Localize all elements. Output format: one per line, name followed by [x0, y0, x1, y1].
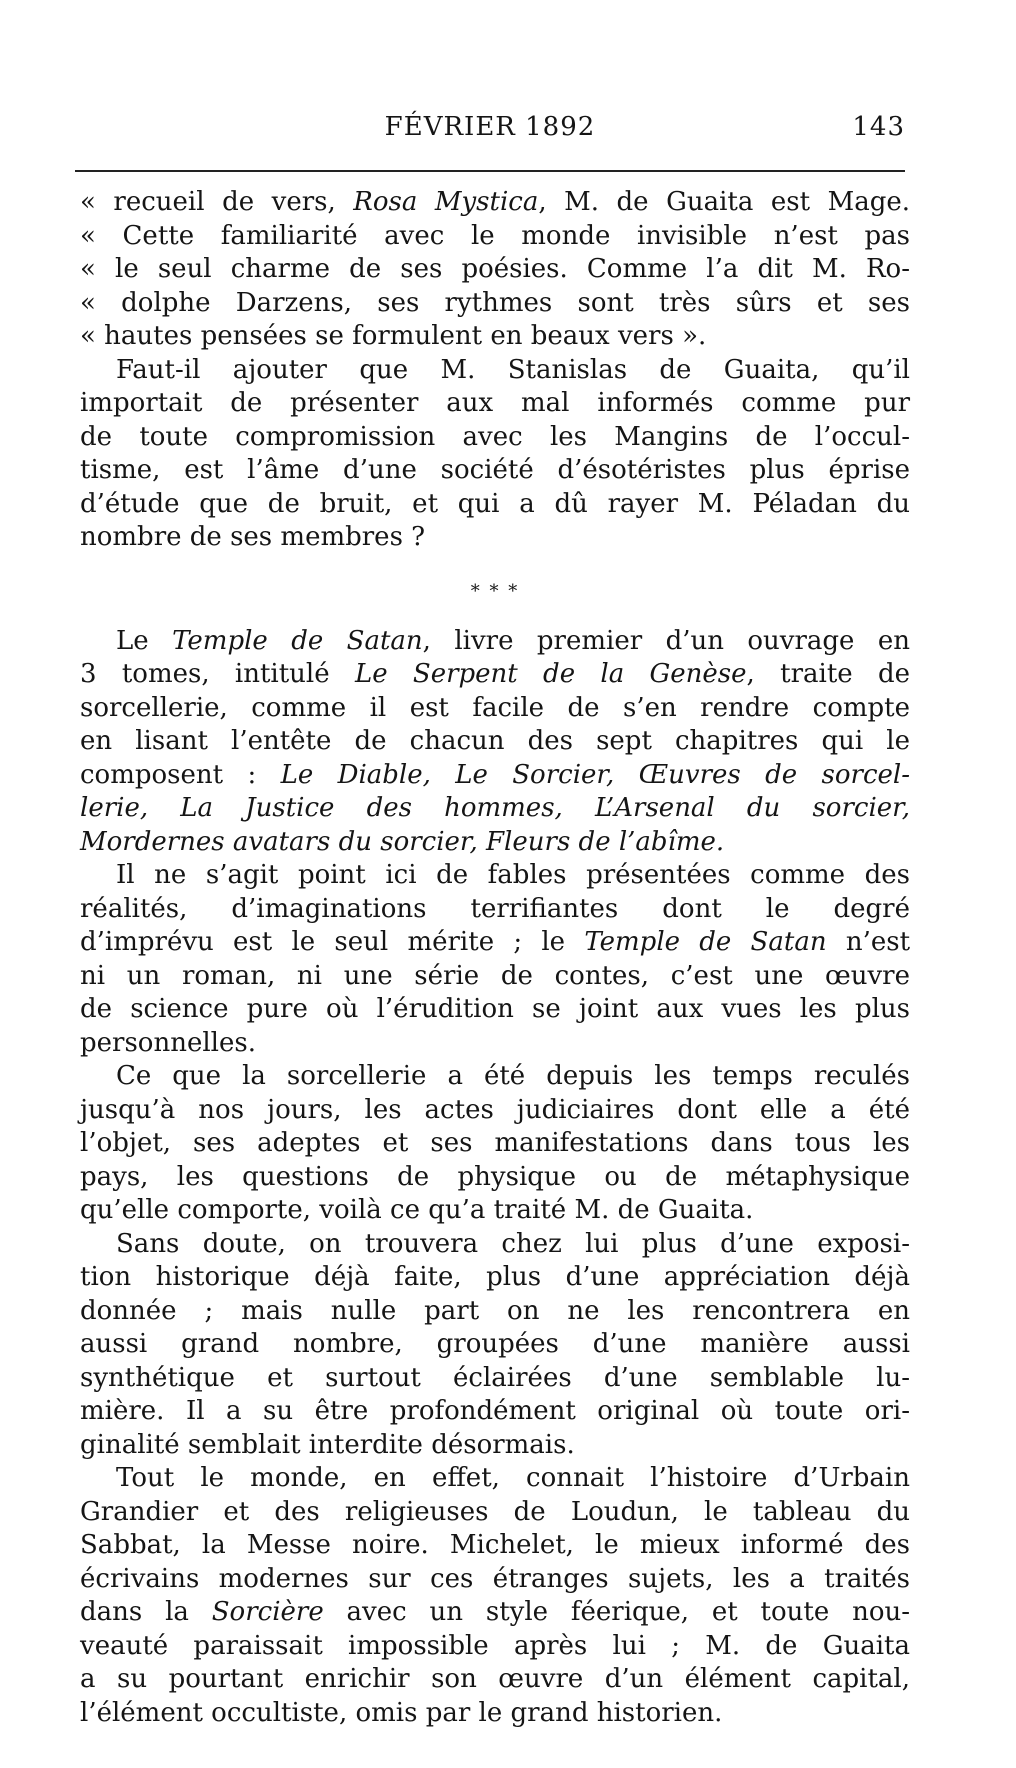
text-line	[80, 1328, 910, 1362]
text-line	[80, 960, 910, 994]
text-line	[80, 1663, 910, 1697]
text-line	[80, 1228, 910, 1262]
italic-title: Sorcière	[211, 1597, 324, 1627]
text-line	[80, 1429, 910, 1463]
review-section	[80, 625, 910, 1731]
text-line	[80, 826, 910, 860]
text-body	[80, 186, 910, 1730]
italic-title: Mordernes avatars du sorcier, Fleurs de l’abîme.	[80, 826, 725, 857]
italic-title: Rosa Mystica	[353, 187, 539, 217]
text-run: ginalité semblait interdite désormais.	[80, 1429, 575, 1460]
text-line	[80, 1496, 910, 1530]
text-line	[80, 1563, 910, 1597]
section-separator	[80, 555, 910, 625]
text-run: Tout le monde, en effet, connait l’histoire d’Urbain	[116, 1463, 910, 1493]
italic-title: Temple de Satan	[584, 927, 827, 957]
text-run: jusqu’à nos jours, les actes judiciaires dont elle a été	[80, 1094, 910, 1125]
text-line	[80, 1161, 910, 1195]
text-run: nombre de ses membres ?	[80, 522, 426, 552]
text-run: ni un roman, ni une série de contes, c’est une œuvre	[80, 960, 910, 991]
page-number: 143	[852, 112, 905, 142]
text-line	[80, 186, 910, 220]
text-run: a su pourtant enrichir son œuvre d’un élément capital,	[80, 1664, 910, 1694]
text-run: Grandier et des religieuses de Loudun, le tableau du	[80, 1496, 910, 1527]
quotation-section	[80, 186, 910, 555]
text-run: « le seul charme de ses poésies. Comme l’a dit M. Ro-	[80, 254, 910, 284]
text-run: tion historique déjà faite, plus d’une appréciation déjà	[80, 1262, 910, 1292]
paragraph	[80, 1462, 910, 1730]
text-run: n’est	[826, 927, 911, 957]
text-line	[80, 1395, 910, 1429]
text-line	[80, 1295, 910, 1329]
text-run: de toute compromission avec les Mangins de l’occul-	[80, 421, 910, 452]
text-run: « recueil de vers,	[80, 187, 354, 217]
text-run: avec un style féerique, et toute nou-	[323, 1597, 911, 1627]
text-run: veauté paraissait impossible après lui ; M. de Guaita	[80, 1630, 910, 1661]
text-line	[80, 725, 910, 759]
text-run: pays, les questions de physique ou de métaphysique	[80, 1161, 910, 1192]
text-line	[80, 1027, 910, 1061]
text-line	[80, 792, 910, 826]
text-run: « hautes pensées se formulent en beaux vers ».	[80, 321, 707, 351]
text-run: en lisant l’entête de chacun des sept chapitres qui le	[80, 726, 910, 756]
text-run: l’élément occultiste, omis par le grand historien.	[80, 1697, 723, 1728]
text-run: d’imprévu est le seul mérite ; le	[80, 927, 585, 957]
text-run: Faut-il ajouter que M. Stanislas de Guaita, qu’il	[116, 354, 910, 385]
text-line	[80, 692, 910, 726]
paragraph	[80, 1060, 910, 1228]
text-line	[80, 1462, 910, 1496]
text-line	[80, 1596, 910, 1630]
text-run: 3 tomes, intitulé	[80, 659, 355, 689]
header-rule	[75, 170, 905, 172]
text-line	[80, 387, 910, 421]
text-line	[80, 1127, 910, 1161]
running-title: FÉVRIER 1892	[384, 112, 596, 142]
text-run: importait de présenter aux mal informés comme pur	[80, 388, 910, 418]
text-line	[80, 1529, 910, 1563]
text-line	[80, 893, 910, 927]
text-run: Il ne s’agit point ici de fables présentées comme des	[116, 860, 910, 890]
text-line	[80, 521, 910, 555]
paragraph	[80, 859, 910, 1060]
text-run: « dolphe Darzens, ses rythmes sont très sûrs et ses	[80, 287, 910, 318]
text-run: , traite de	[746, 659, 910, 689]
text-line	[80, 253, 910, 287]
text-line	[80, 1261, 910, 1295]
paragraph	[80, 1228, 910, 1463]
asterism: * * *	[470, 580, 520, 602]
text-line	[80, 625, 910, 659]
paragraph	[80, 625, 910, 860]
text-run: Ce que la sorcellerie a été depuis les temps reculés	[116, 1061, 910, 1091]
text-line	[80, 320, 910, 354]
text-line	[80, 658, 910, 692]
italic-title: lerie, La Justice des hommes, L’Arsenal du sorcier,	[80, 793, 910, 823]
text-line	[80, 488, 910, 522]
text-run: composent :	[80, 759, 281, 790]
text-run: , livre premier d’un ouvrage en	[422, 625, 910, 656]
text-line	[80, 1060, 910, 1094]
text-run: réalités, d’imaginations terrifiantes dont le degré	[80, 893, 910, 924]
text-run: de science pure où l’érudition se joint aux vues les plus	[80, 994, 910, 1024]
text-run: Le	[116, 625, 173, 656]
text-run: aussi grand nombre, groupées d’une manière aussi	[80, 1329, 910, 1359]
italic-title: Le Serpent de la Genèse	[354, 659, 747, 689]
text-line	[80, 993, 910, 1027]
text-run: , M. de Guaita est Mage.	[538, 187, 910, 217]
text-run: personnelles.	[80, 1027, 256, 1058]
italic-title: Temple de Satan	[172, 625, 423, 656]
text-run: synthétique et surtout éclairées d’une semblable lu-	[80, 1362, 910, 1393]
text-line	[80, 1094, 910, 1128]
text-run: mière. Il a su être profondément original où toute ori-	[80, 1396, 910, 1426]
text-run: Sabbat, la Messe noire. Michelet, le mieux informé des	[80, 1530, 910, 1560]
running-head	[75, 112, 905, 152]
italic-title: Le Diable, Le Sorcier, Œuvres de sorcel-	[280, 759, 910, 790]
text-run: « Cette familiarité avec le monde invisible n’est pas	[80, 220, 910, 251]
text-run: d’étude que de bruit, et qui a dû rayer M. Péladan du	[80, 488, 910, 519]
text-line	[80, 1630, 910, 1664]
text-line	[80, 220, 910, 254]
text-run: tisme, est l’âme d’une société d’ésotéristes plus éprise	[80, 455, 910, 485]
text-run: donnée ; mais nulle part on ne les rencontrera en	[80, 1295, 910, 1326]
text-line	[80, 454, 910, 488]
text-run: l’objet, ses adeptes et ses manifestations dans tous les	[80, 1128, 910, 1158]
text-run: Sans doute, on trouvera chez lui plus d’une exposi-	[116, 1228, 910, 1259]
text-line	[80, 759, 910, 793]
text-line	[80, 859, 910, 893]
text-line	[80, 1362, 910, 1396]
text-line	[80, 421, 910, 455]
text-line	[80, 287, 910, 321]
text-line	[80, 926, 910, 960]
text-line	[80, 1194, 910, 1228]
text-run: qu’elle comporte, voilà ce qu’a traité M. de Guaita.	[80, 1195, 754, 1225]
text-run: écrivains modernes sur ces étranges sujets, les a traités	[80, 1563, 910, 1594]
text-line	[80, 1697, 910, 1731]
text-run: dans la	[80, 1597, 212, 1627]
text-run: sorcellerie, comme il est facile de s’en rendre compte	[80, 692, 910, 723]
text-line	[80, 354, 910, 388]
